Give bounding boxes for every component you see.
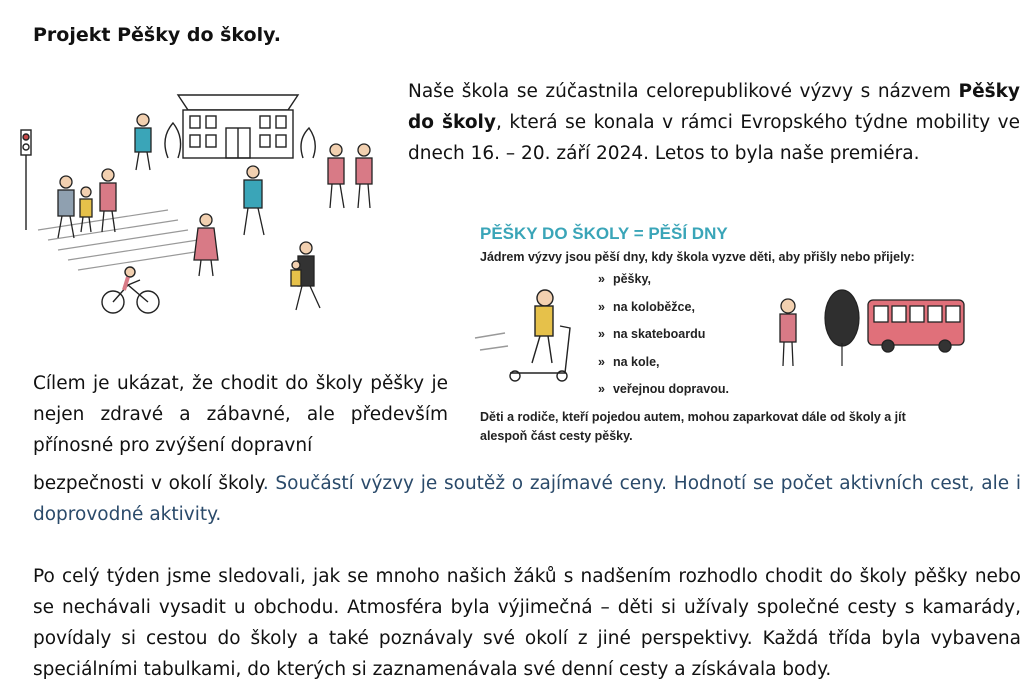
list-item: » veřejnou dopravou. — [598, 382, 729, 396]
intro-paragraph: Naše škola se zúčastnila celorepublikové výzvy s názvem Pěšky do školy, která se konala v rámci Evropského týdne mobility ve dnech 16. – 20. září 2024. Letos to byla naše premiéra. — [408, 81, 1020, 164]
scooter-kid — [475, 290, 570, 381]
goal-paragraph-part1: Cílem je ukázat, že chodit do školy pěšky je nejen zdravé a zábavné, ale především přínosné pro zvýšení dopravní — [33, 373, 448, 456]
bus — [868, 300, 964, 352]
cyclist — [102, 267, 159, 313]
list-item: » na skateboardu — [598, 327, 706, 341]
info-card — [470, 218, 970, 453]
tree — [825, 290, 859, 366]
card-footer: Děti a rodiče, kteří pojedou autem, mohou zaparkovat dále od školy a jít alespoň část cesty pěšky. — [480, 410, 906, 443]
traffic-light — [21, 130, 31, 230]
transport-list — [598, 272, 729, 410]
school-building — [165, 95, 315, 158]
school-walk-illustration — [18, 80, 378, 325]
goal-paragraph-part2: bezpečnosti v okolí školy. Součástí výzvy je soutěž o zajímavé ceny. Hodnotí se počet aktivních cest, ale i doprovodné aktivity. — [33, 473, 1022, 525]
card-title: PĚŠKY DO ŠKOLY = PĚŠÍ DNY — [480, 224, 728, 243]
intro-bold-name: Pěšky do školy — [408, 81, 1020, 133]
card-intro: Jádrem výzvy jsou pěší dny, kdy škola vyzve děti, aby přišly nebo přijely: — [480, 250, 915, 264]
standing-girl — [780, 299, 796, 366]
list-item: » na koloběžce, — [598, 299, 695, 314]
list-item: » na kole, — [598, 354, 660, 369]
list-item: » pěšky, — [598, 272, 651, 286]
crosswalk — [38, 210, 208, 270]
page-title: Projekt Pěšky do školy. — [33, 24, 281, 46]
week-paragraph: Po celý týden jsme sledovali, jak se mnoho našich žáků s nadšením rozhodlo chodit do školy pěšky nebo se nechávali vysadit u obchodu. Atmosféra byla výjimečná – děti si užívaly společné cesty s kamarády, povídaly si cestou do školy a také poznávaly své okolí z jiné perspektivy. Každá třída byla vybavena speciálními tabulkami, do kterých si zaznamenávala své denní cesty a získávala body. — [33, 566, 1021, 680]
